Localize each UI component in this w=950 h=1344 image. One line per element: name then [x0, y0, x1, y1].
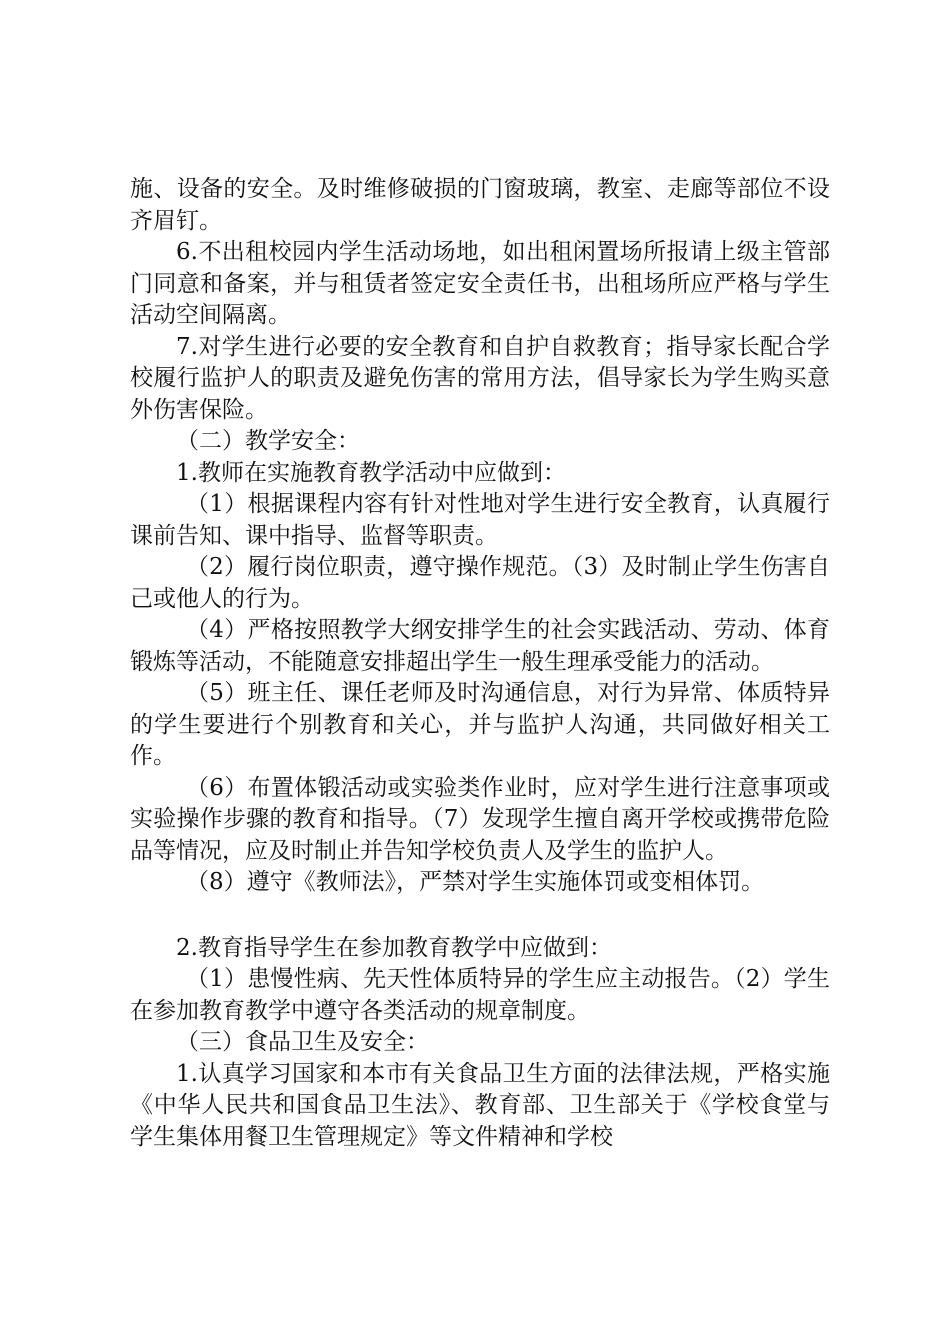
paragraph-duty-8: （8）遵守《教师法》，严禁对学生实施体罚或变相体罚。	[186, 869, 765, 895]
paragraph-duty-4: （4）严格按照教学大纲安排学生的社会实践活动、劳动、体育锻炼等活动，不能随意安排超出学生一般生理承受能力的活动。	[130, 617, 830, 675]
section-heading-food-safety: （三）食品卫生及安全：	[176, 1029, 429, 1055]
paragraph-duty-1: （1）根据课程内容有针对性地对学生进行安全教育，认真履行课前告知、课中指导、监督等职责。	[130, 491, 830, 549]
document-page	[130, 174, 830, 1153]
section-heading-teaching-safety: （二）教学安全：	[176, 428, 360, 454]
paragraph-duty-2-3: （2）履行岗位职责，遵守操作规范。（3）及时制止学生伤害自己或他人的行为。	[130, 554, 830, 612]
paragraph-teacher-duties: 1.教师在实施教育教学活动中应做到：	[176, 459, 566, 486]
paragraph-item-7: 7.对学生进行必要的安全教育和自护自救教育；指导家长配合学校履行监护人的职责及避免伤害的常用方法，倡导家长为学生购买意外伤害保险。	[130, 333, 830, 423]
paragraph-duty-6-7: （6）布置体锻活动或实验类作业时，应对学生进行注意事项或实验操作步骤的教育和指导。（7）发现学生擅自离开学校或携带危险品等情况，应及时制止并告知学校负责人及学生的监护人。	[130, 774, 830, 864]
paragraph-food-law: 1.认真学习国家和本市有关食品卫生方面的法律法规，严格实施《中华人民共和国食品卫生法》、教育部、卫生部关于《学校食堂与学生集体用餐卫生管理规定》等文件精神和学校	[130, 1060, 830, 1150]
paragraph-student-guidance: 2.教育指导学生在参加教育教学中应做到：	[176, 934, 612, 961]
paragraph-student-rules: （1）患慢性病、先天性体质特异的学生应主动报告。（2）学生在参加教育教学中遵守各类活动的规章制度。	[130, 966, 830, 1024]
paragraph-spacer	[130, 899, 830, 933]
paragraph-item-6: 6.不出租校园内学生活动场地，如出租闲置场所报请上级主管部门同意和备案，并与租赁者签定安全责任书，出租场所应严格与学生活动空间隔离。	[130, 239, 830, 328]
paragraph-facilities: 施、设备的安全。及时维修破损的门窗玻璃，教室、走廊等部位不设齐眉钉。	[130, 176, 830, 234]
paragraph-duty-5: （5）班主任、课任老师及时沟通信息，对行为异常、体质特异的学生要进行个别教育和关心，并与监护人沟通，共同做好相关工作。	[130, 680, 830, 769]
